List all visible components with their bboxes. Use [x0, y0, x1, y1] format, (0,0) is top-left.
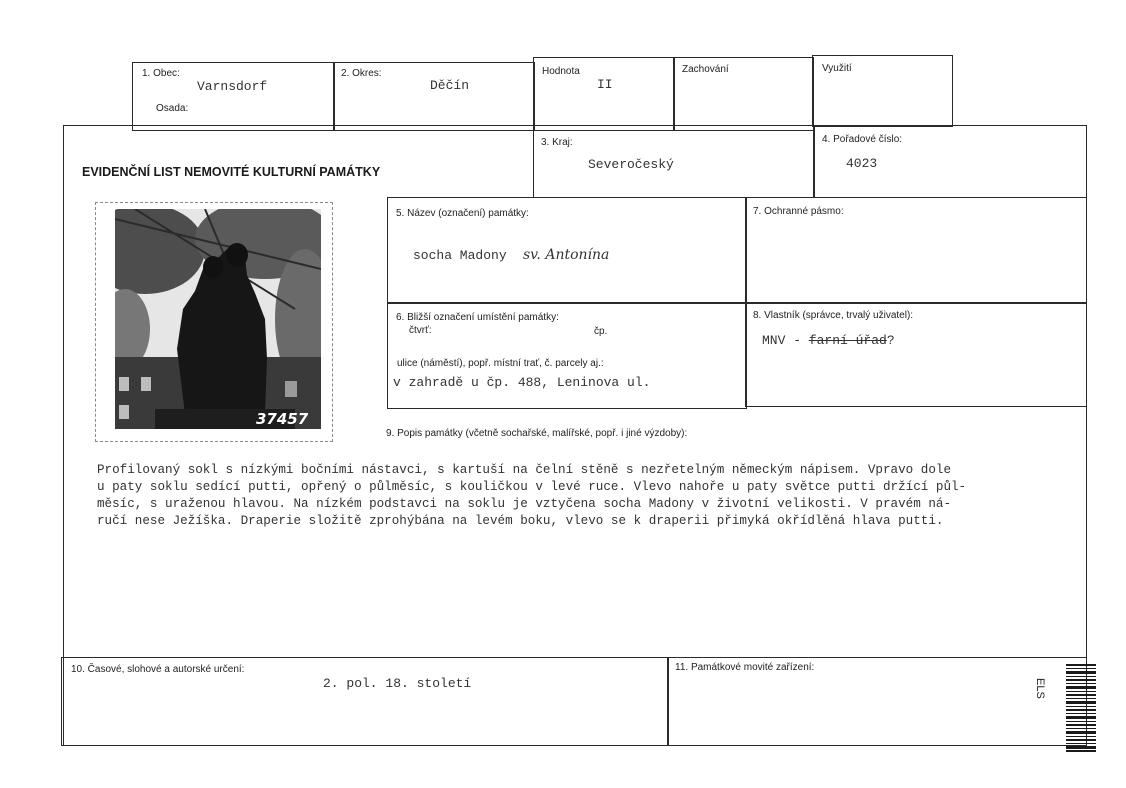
ulice-label: ulice (náměstí), popř. místní trať, č. parcely aj.: — [397, 358, 604, 369]
barcode-icon — [1066, 664, 1096, 752]
pasmo-label: 7. Ochranné pásmo: — [753, 206, 844, 217]
vlastnik-value — [762, 333, 895, 348]
popis-line: Profilovaný sokl s nízkými bočními nástavci, s kartuší na čelní stěně s nezřetelným německým nápisem. Vpravo dole — [97, 463, 951, 477]
barcode — [1066, 664, 1096, 752]
popis-label: 9. Popis památky (včetně sochařské, malířské, popř. i jiné výzdoby): — [386, 428, 688, 439]
hodnota-label: Hodnota — [542, 66, 580, 77]
vyuziti-label: Využití — [822, 63, 852, 74]
cislo-label: 4. Pořadové číslo: — [822, 134, 903, 145]
vlastnik-struck: farní úřad — [808, 333, 887, 348]
kraj-value: Severočeský — [588, 157, 674, 172]
nazev-value: socha Madony — [413, 248, 507, 263]
vlastnik-label: 8. Vlastník (správce, trvalý uživatel): — [753, 310, 914, 321]
popis-line: ručí nese Ježíška. Draperie složitě zprohýbána na levém boku, vlevo se k draperii přimyká okřídlěná hlava putti. — [97, 514, 944, 528]
urceni-value: 2. pol. 18. století — [323, 676, 472, 691]
ctvrt-label: čtvrť: — [409, 325, 432, 336]
photo-number: 37457 — [256, 410, 309, 428]
kraj-box — [533, 125, 815, 198]
barcode-text: ELS — [1034, 678, 1046, 699]
urceni-label: 10. Časové, slohové a autorské určení: — [71, 664, 245, 675]
page-title: EVIDENČNÍ LIST NEMOVITÉ KULTURNÍ PAMÁTKY — [82, 165, 381, 179]
ulice-value: v zahradě u čp. 488, Leninova ul. — [393, 375, 651, 390]
obec-label: 1. Obec: — [142, 68, 180, 79]
kraj-label: 3. Kraj: — [541, 137, 573, 148]
nazev-handwritten: sv. Antonína — [523, 247, 610, 263]
popis-line: u paty soklu sedící putti, opřený o půlměsíc, s kouličkou v levé ruce. Vlevo nahoře u paty světce putti držící půl- — [97, 480, 967, 494]
monument-photo — [115, 209, 321, 429]
vlastnik-suffix: ? — [886, 333, 895, 348]
statue-image — [115, 209, 321, 429]
popis-text — [97, 462, 1077, 530]
cp-label: čp. — [594, 326, 608, 337]
vlastnik-prefix: MNV - — [762, 333, 809, 348]
zarizeni-label: 11. Památkové movité zařízení: — [675, 662, 815, 673]
obec-value: Varnsdorf — [197, 79, 268, 94]
hodnota-value: II — [597, 77, 613, 92]
cislo-value: 4023 — [846, 156, 878, 171]
nazev-label: 5. Název (označení) památky: — [396, 208, 529, 219]
umisteni-label: 6. Bližší označení umístění památky: — [396, 312, 559, 323]
okres-value: Děčín — [430, 78, 470, 93]
popis-line: měsíc, s uraženou hlavou. Na nízkém podstavci na soklu je vztyčena socha Madony v životní velikosti. V pravém ná- — [97, 497, 951, 511]
zachovani-label: Zachování — [682, 64, 729, 75]
okres-label: 2. Okres: — [341, 68, 382, 79]
osada-label: Osada: — [156, 103, 189, 114]
